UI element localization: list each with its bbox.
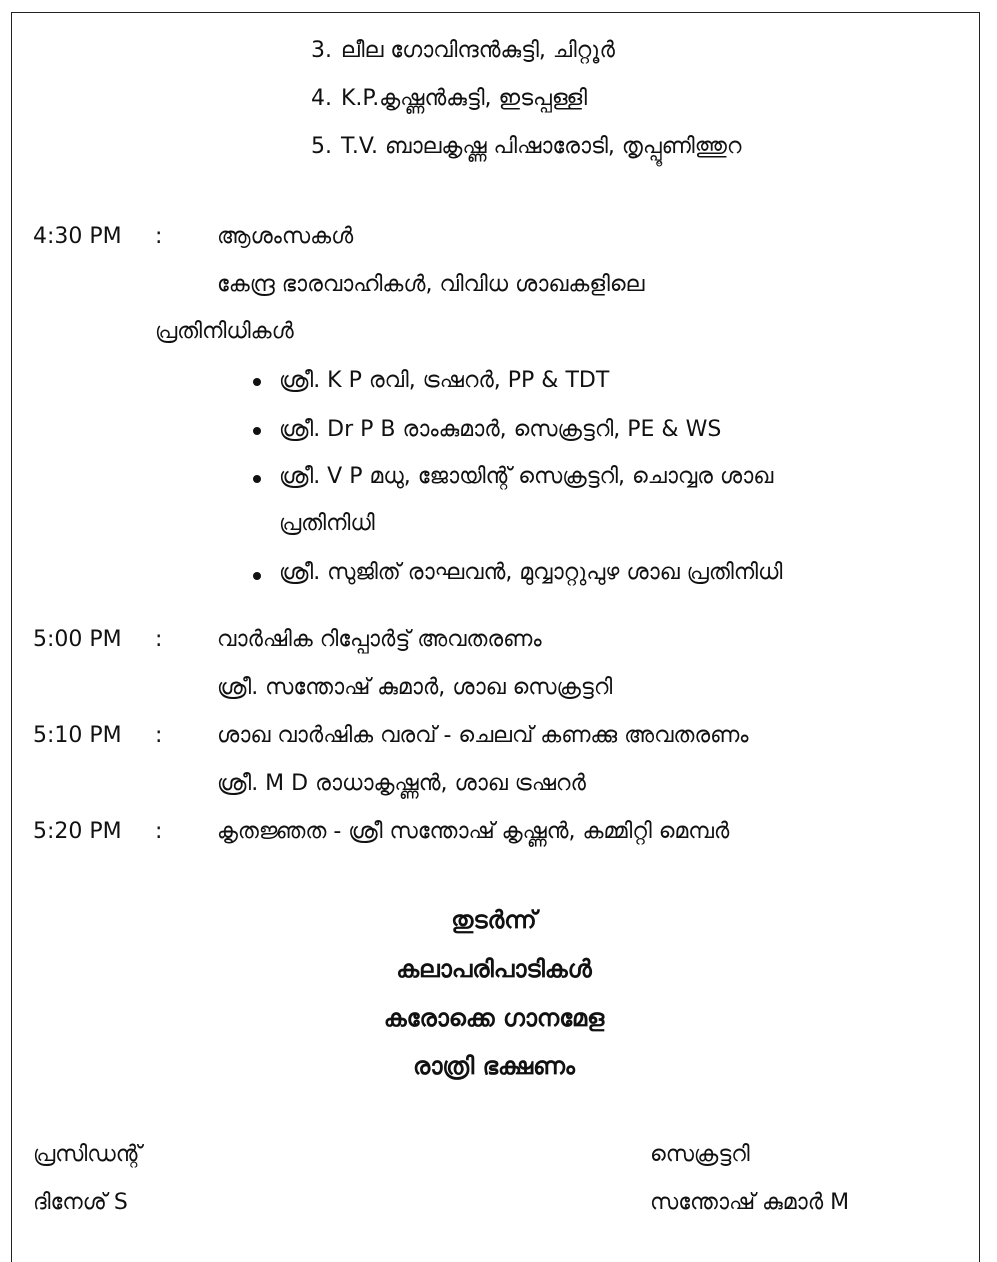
list-item [311, 36, 615, 66]
schedule-colon: : [155, 819, 163, 844]
page-border-top [11, 12, 980, 13]
schedule-time: 5:20 PM [33, 819, 122, 844]
bullet-icon [253, 427, 261, 435]
bullet-icon [253, 378, 261, 386]
schedule-presenter: ശ്രീ. സന്തോഷ് കുമാർ, ശാഖ സെക്രട്ടറി [217, 675, 613, 700]
list-item [311, 84, 587, 114]
bullet-text: ശ്രീ. V P മധു, ജോയിന്റ് സെക്രട്ടറി, ചൊവ്വര ശാഖ [279, 464, 774, 489]
president-title: പ്രസിഡന്റ് [33, 1142, 142, 1167]
bullet-text: ശ്രീ. Dr P B രാംകുമാർ, സെക്രട്ടറി, PE & WS [279, 417, 722, 442]
secretary-title: സെക്രട്ടറി [650, 1142, 750, 1167]
page-border-left [11, 12, 12, 604]
schedule-presenter: ശ്രീ. M D രാധാകൃഷ്ണൻ, ശാഖ ട്രഷറർ [217, 771, 586, 796]
schedule-time: 5:10 PM [33, 723, 122, 748]
bullet-text-cont: പ്രതിനിധി [279, 511, 375, 536]
schedule-title: ആശംസകൾ [217, 224, 354, 249]
schedule-title: ശാഖ വാർഷിക വരവ് - ചെലവ് കണക്കു അവതരണം [217, 723, 749, 748]
bullet-icon [253, 572, 261, 580]
bullet-text: ശ്രീ. K P രവി, ട്രഷറർ, PP & TDT [279, 368, 610, 393]
closing-line: കലാപരിപാടികൾ [396, 955, 592, 983]
list-number: 5. [311, 134, 332, 159]
page-border-right [979, 12, 980, 1262]
closing-line: രാത്രി ഭക്ഷണം [413, 1052, 575, 1080]
list-text: K.P.കൃഷ്ണൻകുട്ടി, ഇടപ്പള്ളി [341, 86, 587, 111]
list-text: ലീല ഗോവിന്ദൻകുട്ടി, ചിറ്റൂർ [341, 38, 615, 63]
schedule-subtitle: കേന്ദ്ര ഭാരവാഹികൾ, വിവിധ ശാഖകളിലെ [217, 272, 645, 297]
bullet-text: ശ്രീ. സുജിത് രാഘവൻ, മുവ്വാറ്റുപുഴ ശാഖ പ്രതിനിധി [279, 560, 783, 585]
bullet-icon [253, 475, 261, 483]
schedule-colon: : [155, 627, 163, 652]
list-text: T.V. ബാലകൃഷ്ണ പിഷാരോടി, തൃപ്പൂണിത്തുറ [341, 134, 742, 159]
closing-line: കരോക്കെ ഗാനമേള [383, 1004, 605, 1032]
schedule-subtitle-cont: പ്രതിനിധികൾ [155, 319, 294, 344]
schedule-time: 5:00 PM [33, 627, 122, 652]
page-border-left-lower [11, 604, 12, 1262]
list-number: 3. [311, 38, 332, 63]
schedule-colon: : [155, 224, 163, 249]
schedule-colon: : [155, 723, 163, 748]
list-number: 4. [311, 86, 332, 111]
president-name: ദിനേശ് S [33, 1190, 128, 1215]
closing-line: തുടർന്ന് [451, 906, 537, 934]
list-item [311, 132, 741, 162]
secretary-name: സന്തോഷ് കുമാർ M [650, 1190, 850, 1215]
schedule-time: 4:30 PM [33, 224, 122, 249]
schedule-title: വാർഷിക റിപ്പോർട്ട് അവതരണം [217, 627, 542, 652]
schedule-title: കൃതജ്ഞത - ശ്രീ സന്തോഷ് കൃഷ്ണൻ, കമ്മിറ്റി മെമ്പർ [217, 819, 730, 844]
